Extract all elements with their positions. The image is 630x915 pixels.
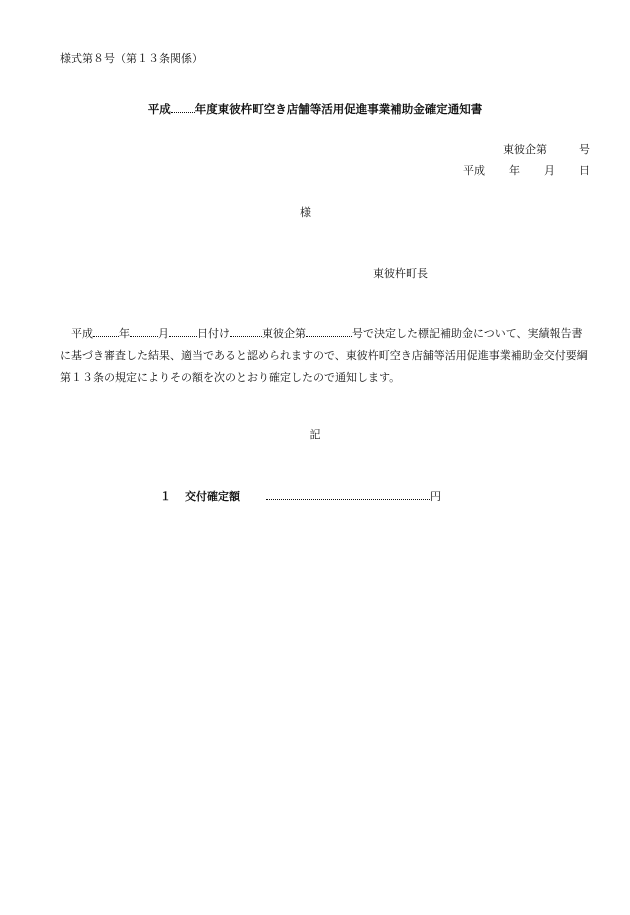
date-era: 平成 xyxy=(463,164,485,177)
document-title xyxy=(0,101,630,117)
title-era: 平成 xyxy=(147,102,171,116)
amount-row xyxy=(160,488,441,504)
body-doc-prefix: 東彼企第 xyxy=(262,327,306,340)
body-number-blank xyxy=(306,326,352,337)
body-era: 平成 xyxy=(71,327,93,340)
date-month-unit: 月 xyxy=(544,164,555,177)
addressee: 様 xyxy=(300,206,311,219)
ki-heading: 記 xyxy=(309,428,321,441)
amount-blank xyxy=(266,489,430,500)
date-year-unit: 年 xyxy=(509,164,520,177)
document-date xyxy=(463,162,590,178)
document-number xyxy=(503,141,590,157)
body-year-blank xyxy=(93,326,119,337)
body-year-unit: 年 xyxy=(119,327,130,340)
form-number: 様式第８号（第１３条関係） xyxy=(60,52,203,65)
item-number: １ xyxy=(160,490,171,503)
title-year-blank xyxy=(171,102,195,113)
document-number-prefix: 東彼企第 xyxy=(503,143,547,156)
body-text: 号で決定した標記補助金について、実績報告書に基づき審査した結果、適当であると認められますので、東彼杵町空き店舗等活用促進事業補助金交付要綱第１３条の規定によりその額を次のとおり確定したので通知します。 xyxy=(60,327,588,384)
document-number-suffix: 号 xyxy=(579,143,590,156)
body-paragraph xyxy=(60,323,590,389)
body-day-blank xyxy=(169,326,197,337)
sender: 東彼杵町長 xyxy=(373,267,428,280)
item-label: 交付確定額 xyxy=(185,490,240,503)
body-date-suffix: 日付け xyxy=(197,327,230,340)
title-text: 年度東彼杵町空き店舗等活用促進事業補助金確定通知書 xyxy=(194,102,483,116)
body-month-blank xyxy=(130,326,158,337)
body-month-unit: 月 xyxy=(158,327,169,340)
amount-unit: 円 xyxy=(430,490,441,503)
body-date-blank xyxy=(230,326,262,337)
date-day-unit: 日 xyxy=(579,164,590,177)
